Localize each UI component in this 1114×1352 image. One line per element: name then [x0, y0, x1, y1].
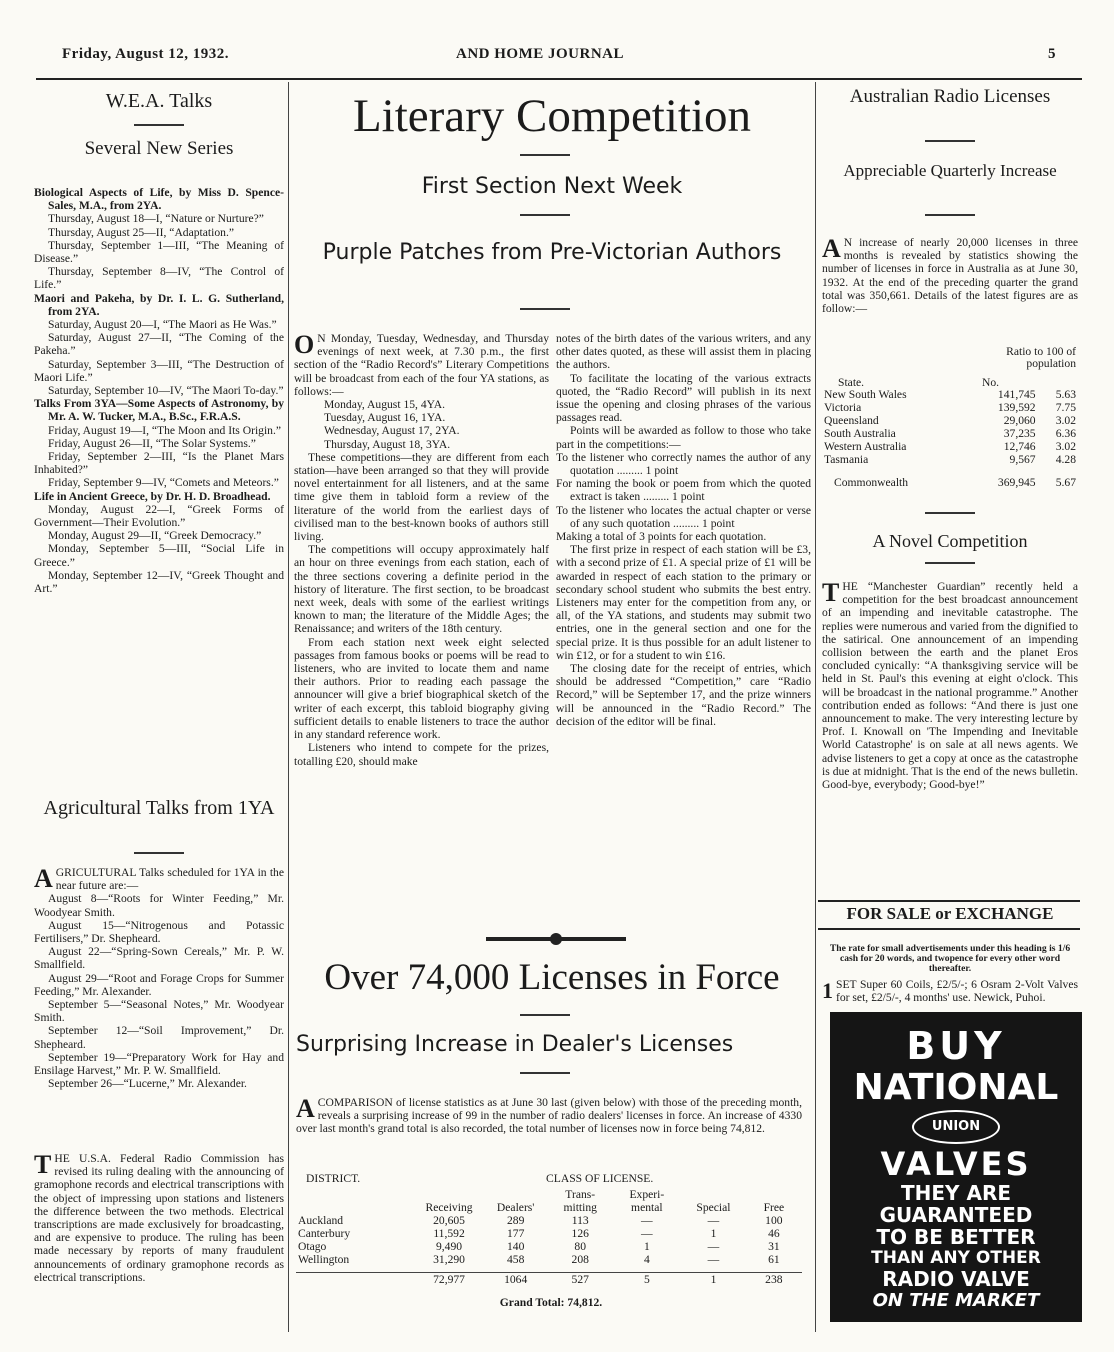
- divider: [520, 214, 570, 216]
- ad-line: RADIO VALVE: [882, 1267, 1030, 1291]
- paragraph: To facilitate the locating of the various extracts quoted, the “Radio Record” will publish in its next issue the opening and closing phrases of the various passages read.: [556, 371, 811, 425]
- divider: [925, 562, 975, 564]
- col-header: Receiving: [425, 1201, 473, 1214]
- table-row: Otago 9,490 140 80 1 — 31: [298, 1240, 780, 1253]
- list-item: Thursday, September 8—IV, “The Control of Life.”: [34, 265, 284, 292]
- page-number: 5: [1048, 46, 1056, 62]
- paragraph: Making a total of 3 points for each quotation.: [556, 530, 767, 544]
- list-item: Talks From 3YA—Some Aspects of Astronomy, by Mr. A. W. Tucker, M.A., B.Sc., F.R.A.S.: [34, 397, 284, 424]
- divider: [520, 154, 570, 156]
- sale-rule: [818, 928, 1080, 930]
- paragraph: The closing date for the receipt of entries, which should be addressed “Competition,” care “Radio Record,” will be September 17, and the prize winners will be announced in the “Radio Record.” The decision of the editor will be final.: [556, 662, 811, 728]
- licenses-title: Over 74,000 Licenses in Force: [324, 957, 780, 998]
- valve-advertisement: [830, 1012, 1082, 1322]
- wea-title: W.E.A. Talks: [105, 90, 213, 112]
- col-header: Free: [763, 1201, 785, 1214]
- literary-col-2: [556, 332, 811, 728]
- list-item: September 5—“Seasonal Notes,” Mr. Woodyear Smith.: [34, 998, 284, 1025]
- table-row: Wellington 31,290 458 208 4 — 61: [298, 1253, 780, 1266]
- list-item: August 8—“Roots for Winter Feeding,” Mr. Woodyear Smith.: [34, 892, 284, 919]
- col-header-state: State.: [838, 376, 865, 389]
- divider: [520, 1072, 570, 1074]
- list-item: Saturday, August 20—I, “The Maori as He Was.”: [48, 318, 277, 332]
- usa-text: HE U.S.A. Federal Radio Commission has revised its ruling dealing with the announcing of gramophone records and electrical transcriptions with the object of impressing upon stations and listeners the difference between the two methods. Electrical transcriptions are made exclusively for broadcasting, and are expensive to produce. The ruling has been made necessary by reports of many fraudulent announcements of ordinary gramophone records as electrical transcriptions.: [34, 1152, 284, 1284]
- column-rule: [288, 82, 289, 1332]
- divider: [134, 124, 184, 126]
- agri-list: [34, 866, 284, 1090]
- union-logo: UNION: [912, 1110, 1000, 1144]
- novel-text: THE “Manchester Guardian” recently held a competition for the best broadcast announcement of an impending and inevitable catastrophe. The replies were numerous and varied from the dignified to the satirical. One announcement of an impending collision between the earth and the planet Eros concluded cynically: “A thanksgiving service will be held in St. Paul's this evening at eight o'clock. This will be broadcast in the national programme.” Another contribution ended as follows: “And there is just one announcement to make. The very interesting lecture by Prof. I. Knowall on 'The Impending and Inevitable World Catastrophe' is on sale at all news agents. We advise listeners to get a copy at once as the catastrophe is due at midnight. That is the end of the news bulletin. Good-bye, everybody; Good-bye!”: [822, 578, 1078, 792]
- australian-title: Australian Radio Licenses: [849, 86, 1051, 107]
- table-totals-row: 72,977 1064 527 5 1 238: [296, 1273, 802, 1287]
- australian-text: A N increase of nearly 20,000 licenses in three months is revealed by statistics showing the number of licenses in force in Australia as at June 30, 1932. At the end of the preceding quarter the grand total was 350,661. Details of the latest figures are as follow:—: [822, 234, 1078, 316]
- list-item: Monday, September 12—IV, “Greek Thought and Art.”: [34, 568, 284, 596]
- australian-subtitle: Appreciable Quarterly Increase: [843, 161, 1057, 180]
- divider: [520, 1014, 570, 1016]
- divider: [925, 140, 975, 142]
- ad-line: TO BE BETTER: [876, 1225, 1036, 1249]
- table-row: New South Wales 141,745 5.63: [824, 388, 1076, 401]
- table-row: Tasmania 9,567 4.28: [824, 453, 1076, 466]
- ornament-divider: [486, 932, 626, 944]
- table-district-label: DISTRICT.: [306, 1172, 361, 1185]
- divider: [520, 308, 570, 310]
- col-header: Special: [696, 1201, 731, 1214]
- list-item: Thursday, August 18—I, “Nature or Nurture?”: [48, 212, 264, 226]
- paragraph: notes of the birth dates of the various writers, and any other dates quoted, as these will assist them in placing the authors.: [556, 332, 811, 372]
- licenses-subtitle: Surprising Increase in Dealer's Licenses: [296, 1032, 734, 1057]
- ad-line: GUARANTEED: [879, 1203, 1033, 1227]
- grand-total: Grand Total: 74,812.: [499, 1296, 603, 1309]
- list-item: Friday, September 2—III, “Is the Planet Mars Inhabited?”: [34, 450, 284, 477]
- list-item: September 12—“Soil Improvement,” Dr. Shepheard.: [34, 1024, 284, 1051]
- licenses-text: ACOMPARISON of license statistics as at June 30 last (given below) with those of the preceding month, reveals a surprising increase of 99 in the number of radio dealers' licenses in force. An increase of 4330 over last month's grand total is also recorded, the total number of licenses now in force being 74,812.: [296, 1094, 802, 1136]
- col-header: Trans-mitting: [563, 1188, 597, 1214]
- list-item: Saturday, August 27—II, “The Coming of the Pakeha.”: [34, 331, 284, 358]
- table-row: Canterbury 11,592 177 126 — 1 46: [298, 1227, 780, 1240]
- table-total-row: Commonwealth 369,945 5.67: [834, 476, 1076, 489]
- paragraph: The first prize in respect of each station will be £3, with a second prize of £1. A special prize of £1 will be awarded in respect of each station to the primary or secondary school student who submits the best entry. Listeners may enter for the competition from any, or all, of the YA stations, and students may submit two entries, one in the general section and one for the special prize. It is thus possible for an adult listener to win £12, or for a student to win £16.: [556, 543, 811, 662]
- divider: [925, 214, 975, 216]
- ad-line: ON THE MARKET: [872, 1290, 1040, 1311]
- list-item: Biological Aspects of Life, by Miss D. Spence-Sales, M.A., from 2YA.: [34, 186, 284, 213]
- divider: [925, 512, 975, 514]
- sale-ad: 1 SET Super 60 Coils, £2/5/-; 6 Osram 2-Volt Valves for set, £2/5/-, 4 months' use. Newick, Puhoi.: [822, 978, 1078, 1005]
- list-item: Saturday, September 3—III, “The Destruction of Maori Life.”: [34, 357, 284, 384]
- list-item: Life in Ancient Greece, by Dr. H. D. Broadhead.: [34, 489, 271, 503]
- paragraph: The competitions will occupy approximately half an hour on three evenings from each station, each of the three sections covering a definite period in the history of literature. The first section, to be broadcast next week, deals with some of the earliest writings known to man; the literature of the Middle Ages; the Renaissance; and writers of the 18th century.: [294, 543, 549, 636]
- list-item: Maori and Pakeha, by Dr. I. L. G. Sutherland, from 2YA.: [34, 291, 284, 318]
- points-item: To the listener who correctly names the author of any quotation ......... 1 point: [556, 450, 811, 478]
- paragraph: Listeners who intend to compete for the prizes, totalling £20, should make: [294, 741, 549, 768]
- literary-subtitle-2: Purple Patches from Pre-Victorian Authors: [322, 240, 782, 265]
- list-item: Thursday, August 25—II, “Adaptation.”: [48, 225, 234, 239]
- wea-list: [34, 186, 284, 595]
- list-item: Friday, September 9—IV, “Comets and Meteors.”: [48, 476, 279, 490]
- ad-valves: VALVES: [880, 1145, 1032, 1183]
- paragraph: Points will be awarded as follow to those who take part in the competitions:—: [556, 424, 811, 451]
- list-item: Monday, August 22—I, “Greek Forms of Government—Their Evolution.”: [34, 502, 284, 530]
- list-item: September 26—“Lucerne,” Mr. Alexander.: [48, 1077, 247, 1091]
- sale-rate: The rate for small advertisements under this heading is 1/6 cash for 20 words, and twopence for every other word thereafter.: [829, 943, 1071, 974]
- list-item: August 22—“Spring-Sown Cereals,” Mr. P. W. Smallfield.: [34, 945, 284, 972]
- ad-line: THEY ARE: [900, 1181, 1012, 1205]
- agri-intro: AGRICULTURAL Talks scheduled for 1YA in the near future are:—: [34, 864, 284, 893]
- literary-subtitle: First Section Next Week: [421, 174, 683, 199]
- ad-buy: BUY: [906, 1024, 1006, 1068]
- paragraph: These competitions—they are different from each station—have been arranged so that they will provide novel entertainment for all listeners, and at the same time give them in tabloid form a review of the literature of the world from the earliest days of civilised man to the best-known books of authors still living.: [294, 450, 549, 544]
- col-header: Experi-mental: [629, 1188, 665, 1214]
- list-item: Friday, August 19—I, “The Moon and Its Origin.”: [48, 423, 282, 437]
- table-row: Western Australia 12,746 3.02: [824, 440, 1076, 453]
- sale-title: FOR SALE or EXCHANGE: [846, 904, 1054, 923]
- schedule-item: Thursday, August 18, 3YA.: [324, 437, 451, 451]
- license-table: [296, 1172, 806, 1309]
- col-header-ratio: Ratio to 100 of population: [1006, 345, 1076, 370]
- schedule-item: Monday, August 15, 4YA.: [324, 398, 445, 412]
- literary-col-1: O N Monday, Tuesday, Wednesday, and Thursday evenings of next week, at 7.30 p.m., the first section of the “Radio Record's” Literary Competitions will be broadcast from each of the four YA stations, as follows:— Monday, August 15, 4YA. Tuesday, August 16, 1YA. Wednesday, August 17, 2YA. Thursday, August 18, 3YA. These competitions—they are different from each station—have been arranged so that they will provide novel entertainment for all listeners, and at the same time give them in tabloid form a review of the literature of the world from the earliest days of civilised man to the best-known books of authors still living. The competitions will occupy approximately half an hour on three evenings from each station, each of the three sections covering a definite period in the history of literature. The first section, to be broadcast next week, deals with some of the earliest writings known to man; the literature of the Middle Ages; the Renaissance; and writers of the 18th century. From each station next week eight selected passages from famous books or poems will be read to listeners, who are invited to locate them and name their authors. Prior to reading each passage the announcer will give a brief biographical sketch of the writer of each excerpt, this tabloid biography giving sufficient details to enable listeners to trace the author in any standard reference work. Listeners who intend to compete for the prizes, totalling £20, should make: [294, 330, 549, 768]
- list-item: August 29—“Root and Forage Crops for Summer Feeding,” Mr. Alexander.: [34, 971, 284, 998]
- ad-brand: NATIONAL: [853, 1067, 1059, 1108]
- list-item: Saturday, September 10—IV, “The Maori To-day.”: [48, 384, 284, 398]
- schedule-item: Wednesday, August 17, 2YA.: [324, 424, 460, 438]
- list-item: Monday, September 5—III, “Social Life in Greece.”: [34, 542, 284, 569]
- table-row: Auckland 20,605 289 113 — — 100: [298, 1214, 783, 1227]
- page-date: Friday, August 12, 1932.: [62, 46, 230, 62]
- points-item: To the listener who locates the actual chapter or verse of any such quotation ......... 1 point: [556, 503, 811, 530]
- wea-subtitle: Several New Series: [84, 138, 234, 159]
- sale-rule: [818, 900, 1080, 902]
- list-item: August 15—“Nitrogenous and Potassic Fertilisers,” Dr. Shepheard.: [34, 918, 284, 946]
- col-header: Dealers': [496, 1201, 535, 1214]
- col-header-no: No.: [982, 376, 1000, 389]
- list-item: Friday, August 26—II, “The Solar Systems.”: [48, 436, 256, 450]
- agri-title: Agricultural Talks from 1YA: [43, 797, 275, 819]
- paragraph: From each station next week eight selected passages from famous books or poems will be read to listeners, who are invited to locate them and name their authors. Prior to reading each passage the announcer will give a brief biographical sketch of the writer of each excerpt, this tabloid biography giving sufficient details to enable listeners to trace the author in any standard reference work.: [294, 635, 549, 742]
- usa-article: THE U.S.A. Federal Radio Commission has revised its ruling dealing with the announcing of gramophone records and electrical transcriptions with the object of impressing upon stations and listeners the difference between the two methods. Electrical transcriptions are made exclusively for broadcasting, and are expensive to produce. The ruling has been made necessary by reports of many fraudulent announcements of ordinary gramophone records as electrical transcriptions.: [34, 1150, 284, 1284]
- schedule-item: Tuesday, August 16, 1YA.: [324, 411, 446, 425]
- australian-table: [822, 346, 1078, 489]
- list-item: Monday, August 29—II, “Greek Democracy.”: [48, 529, 262, 543]
- table-row: South Australia 37,235 6.36: [824, 427, 1076, 440]
- journal-title: AND HOME JOURNAL: [456, 46, 624, 62]
- table-row: Victoria 139,592 7.75: [824, 401, 1076, 414]
- table-row: Queensland 29,060 3.02: [824, 414, 1076, 427]
- list-item: Thursday, September 1—III, “The Meaning of Disease.”: [34, 238, 284, 266]
- ad-line: THAN ANY OTHER: [871, 1248, 1041, 1268]
- novel-title: A Novel Competition: [872, 531, 1028, 551]
- column-rule: [815, 82, 816, 1332]
- divider: [134, 852, 184, 854]
- literary-title: Literary Competition: [352, 90, 752, 142]
- table-class-label: CLASS OF LICENSE.: [546, 1172, 654, 1185]
- header-rule: [36, 78, 1082, 80]
- list-item: September 19—“Preparatory Work for Hay and Ensilage Harvest,” Mr. P. W. Smallfield.: [34, 1050, 284, 1078]
- points-item: For naming the book or poem from which the quoted extract is taken ......... 1 point: [556, 477, 811, 504]
